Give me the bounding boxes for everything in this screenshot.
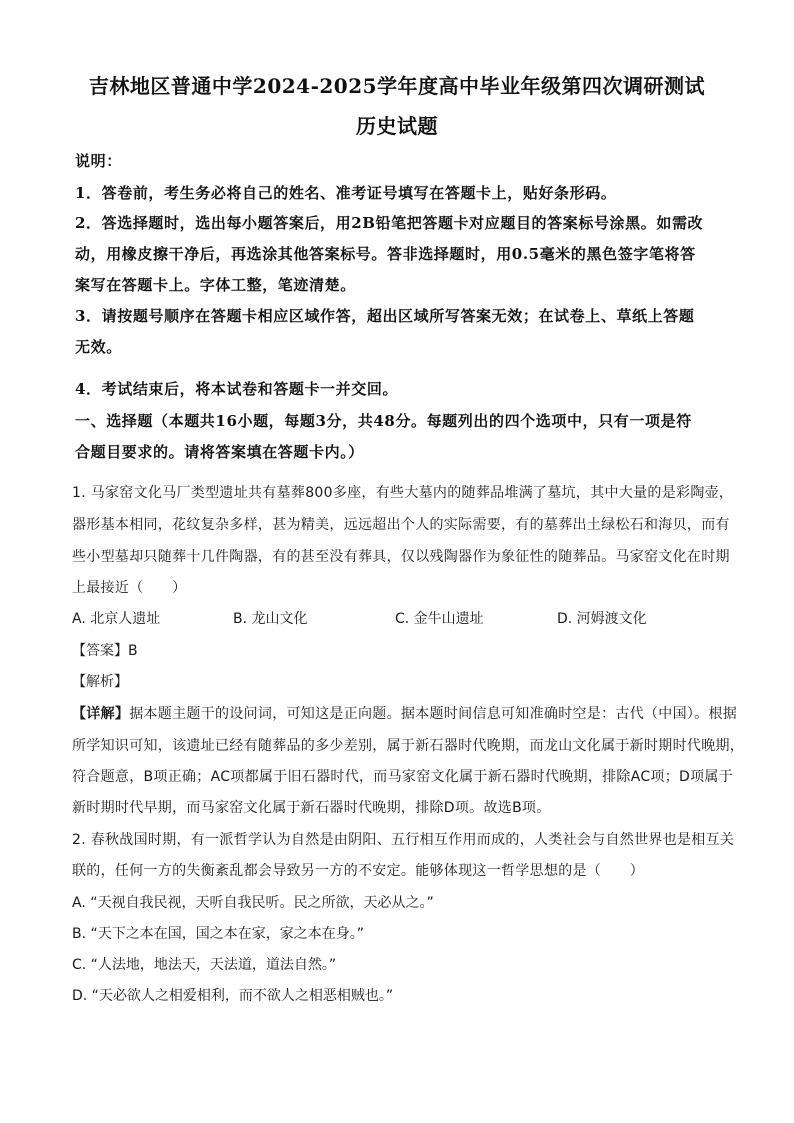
- instruction-line: 3．请按题号顺序在答题卡相应区域作答，超出区域所写答案无效；在试卷上、草纸上答题: [75, 307, 695, 325]
- question-1-analysis-label: 【解析】: [72, 674, 128, 690]
- question-1-option-a: A. 北京人遗址: [72, 611, 161, 627]
- question-1-text: 些小型墓却只随葬十几件陶器，有的甚至没有葬具，仅以残陶器作为象征性的随葬品。马家窑文化在时期: [72, 549, 730, 565]
- question-1-option-b: B. 龙山文化: [233, 611, 308, 627]
- instructions-heading: 说明：: [75, 152, 122, 170]
- page-title: 吉林地区普通中学2024-2025学年度高中毕业年级第四次调研测试: [88, 74, 706, 98]
- question-1-text: 1. 马家窑文化马厂类型遗址共有墓葬800多座，有些大墓内的随葬品堆满了墓坑，其中大量的是彩陶壶，: [72, 485, 734, 501]
- question-1-option-c: C. 金牛山遗址: [395, 611, 484, 627]
- page-subtitle: 历史试题: [356, 114, 438, 138]
- instruction-line: 案写在答题卡上。字体工整，笔迹清楚。: [75, 276, 356, 294]
- question-1-detail: 新时期时代早期，而马家窑文化属于新石器时代晚期，排除D项。故选B项。: [72, 800, 551, 816]
- instruction-line: 2．答选择题时，选出每小题答案后，用2B铅笔把答题卡对应题目的答案标号涂黑。如需改: [75, 214, 704, 232]
- question-2-text: 2. 春秋战国时期，有一派哲学认为自然是由阴阳、五行相互作用而成的，人类社会与自然世界也是相互关: [72, 832, 735, 848]
- question-1-detail: [72, 703, 737, 723]
- question-1-text: 器形基本相同，花纹复杂多样，甚为精美，远远超出个人的实际需要，有的墓葬出土绿松石和海贝，而有: [72, 517, 730, 533]
- detail-text: 据本题主题干的设问词，可知这是正向题。据本题时间信息可知准确时空是：古代（中国）。根据: [129, 706, 738, 722]
- instruction-line: 无效。: [75, 338, 122, 356]
- question-1-answer: 【答案】B: [72, 643, 138, 659]
- question-2-option-b: B. “天下之本在国，国之本在家，家之本在身。”: [72, 926, 365, 942]
- instruction-line: 1．答卷前，考生务必将自己的姓名、准考证号填写在答题卡上，贴好条形码。: [75, 184, 617, 202]
- section-heading: 一、选择题（本题共16小题，每题3分，共48分。每题列出的四个选项中，只有一项是符: [75, 412, 692, 430]
- instruction-line: 动，用橡皮擦干净后，再选涂其他答案标号。答非选择题时，用0.5毫米的黑色签字笔将答: [75, 245, 696, 263]
- question-2-text: 联的，任何一方的失衡紊乱都会导致另一方的不安定。能够体现这一哲学思想的是（ ）: [72, 863, 644, 879]
- question-1-option-d: D. 河姆渡文化: [557, 611, 647, 627]
- question-1-detail: 所学知识可知，该遗址已经有随葬品的多少差别，属于新石器时代晚期，而龙山文化属于新时期时代晚期，: [72, 738, 745, 754]
- question-2-option-a: A. “天视自我民视，天听自我民听。民之所欲，天必从之。”: [72, 895, 434, 911]
- section-heading-cont: 合题目要求的。请将答案填在答题卡内。）: [75, 443, 364, 461]
- instruction-line: 4．考试结束后，将本试卷和答题卡一并交回。: [75, 380, 399, 398]
- question-2-option-c: C. “人法地，地法天，天法道，道法自然。”: [72, 957, 337, 973]
- question-1-text: 上最接近（ ）: [72, 580, 187, 596]
- question-2-option-d: D. “天必欲人之相爱相利，而不欲人之相恶相贼也。”: [72, 988, 394, 1004]
- question-1-detail: 符合题意，B项正确；AC项都属于旧石器时代，而马家窑文化属于新石器时代晚期，排除AC项；D项属于: [72, 769, 733, 785]
- detail-tag: 【详解】: [72, 706, 130, 722]
